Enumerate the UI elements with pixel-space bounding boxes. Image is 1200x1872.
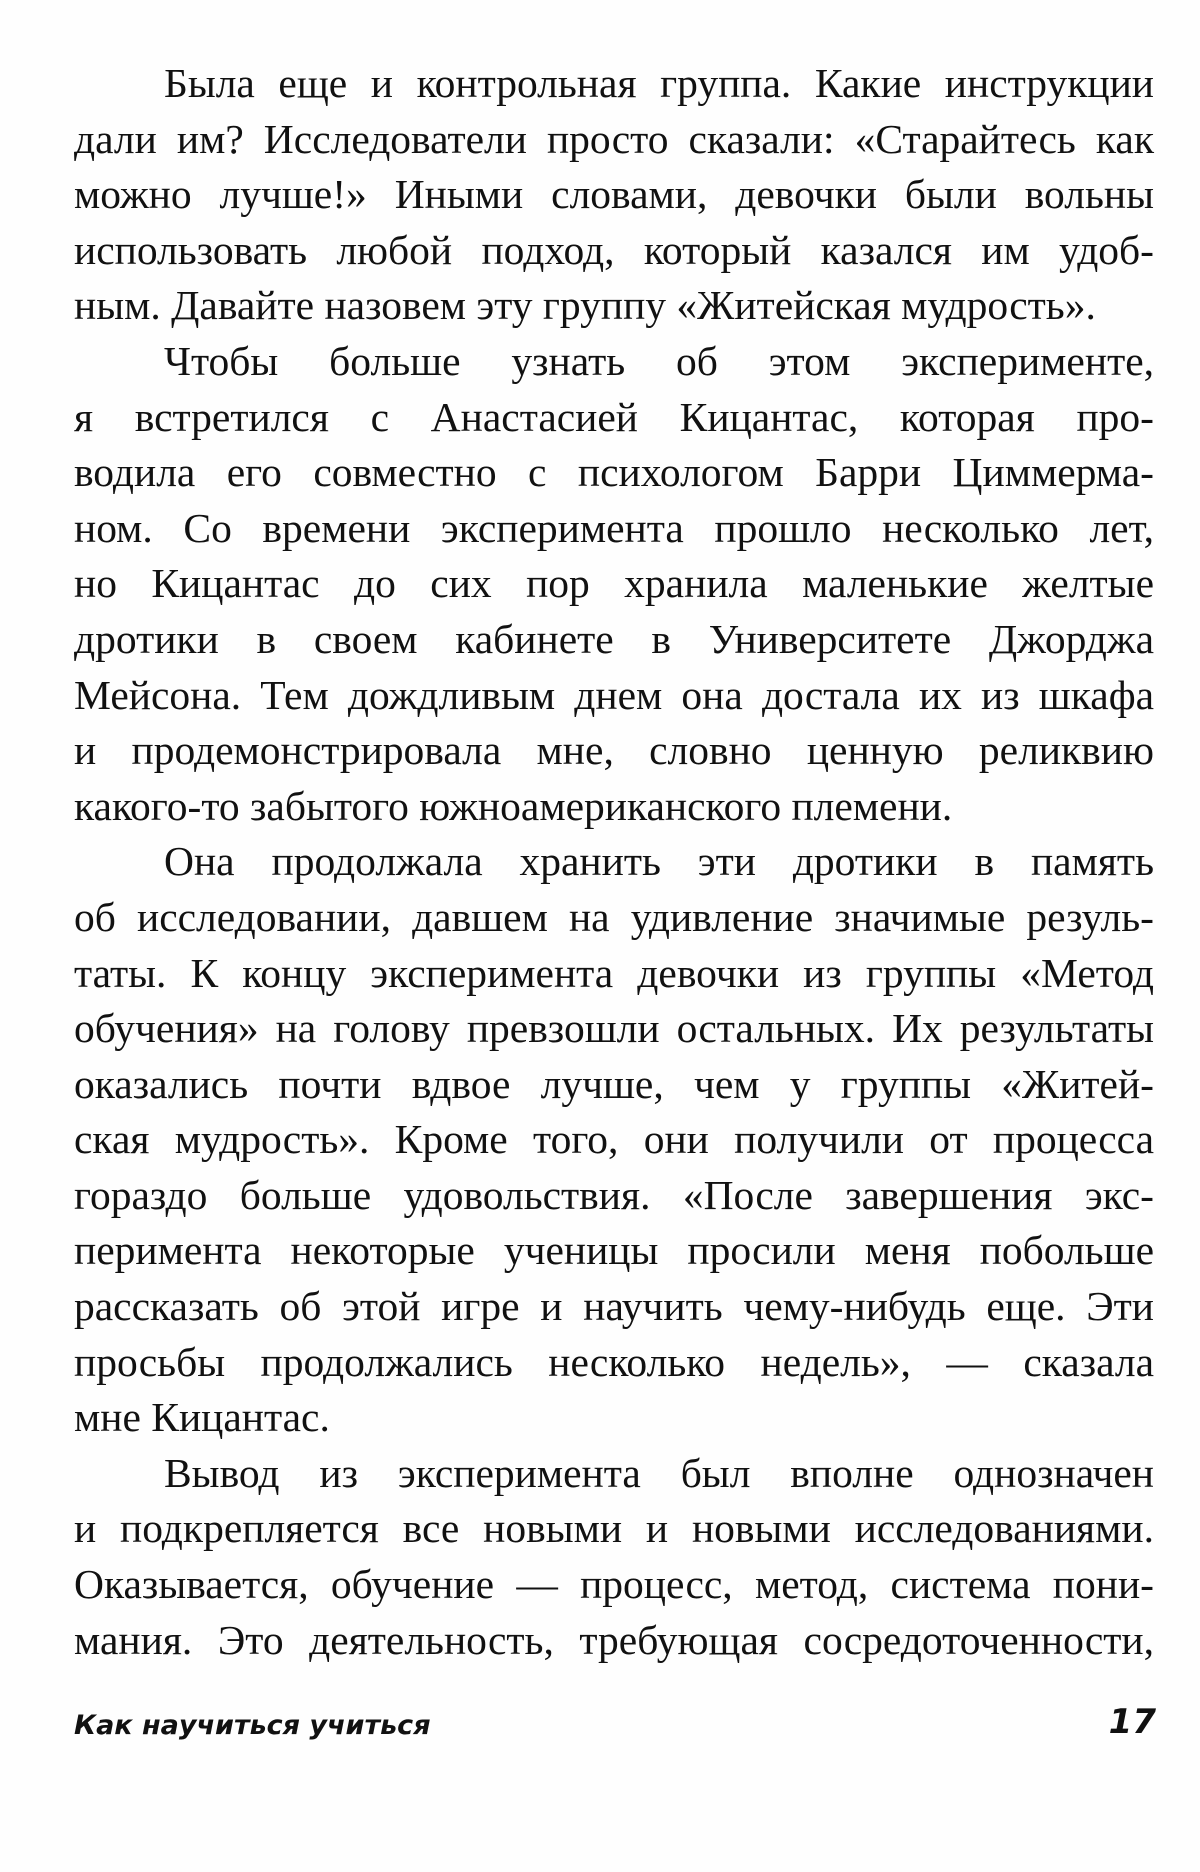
paragraph [74, 334, 1154, 834]
text-line: мне Кицантас. [74, 1394, 330, 1441]
paragraph [74, 56, 1154, 334]
text-line: рассказать об этой игре и научить чему-нибудь еще. Эти [74, 1283, 1154, 1330]
text-line: Вывод из эксперимента был вполне однозначен [164, 1449, 1154, 1496]
text-line: ская мудрость». Кроме того, они получили от процесса [74, 1116, 1154, 1163]
text-line: Была еще и контрольная группа. Какие инструкции [164, 60, 1154, 106]
text-line: дали им? Исследователи просто сказали: «Старайтесь как [74, 115, 1154, 162]
text-line: какого-то забытого южноамериканского племени. [74, 782, 953, 829]
text-line: обучения» на голову превзошли остальных. Их результаты [74, 1005, 1154, 1052]
text-line: и подкрепляется все новыми и новыми исследованиями. [74, 1505, 1154, 1552]
text-line: просьбы продолжались несколько недель», — сказала [74, 1338, 1154, 1385]
text-line: дротики в своем кабинете в Университете Джорджа [74, 615, 1154, 662]
text-line: и продемонстрировала мне, словно ценную реликвию [74, 727, 1154, 774]
text-line: об исследовании, давшем на удивление значимые резуль- [74, 893, 1154, 940]
text-line: ном. Со времени эксперимента прошло несколько лет, [74, 504, 1154, 551]
text-line: Оказывается, обучение — процесс, метод, система пони- [74, 1561, 1154, 1608]
text-line: использовать любой подход, который казался им удоб- [74, 226, 1154, 273]
paragraph [74, 834, 1154, 1446]
text-line: Чтобы больше узнать об этом эксперименте, [164, 337, 1154, 384]
text-line: Мейсона. Тем дождливым днем она достала их из шкафа [74, 671, 1154, 718]
page-body-text [74, 56, 1154, 1668]
page-number: 17 [1108, 1702, 1156, 1742]
text-line: таты. К концу эксперимента девочки из группы «Метод [74, 949, 1154, 996]
text-line: но Кицантас до сих пор хранила маленькие желтые [74, 560, 1154, 607]
text-line: ным. Давайте назовем эту группу «Житейская мудрость». [74, 282, 1096, 329]
text-line: Она продолжала хранить эти дротики в память [164, 838, 1154, 885]
paragraph [74, 1446, 1154, 1668]
text-line: можно лучше!» Иными словами, девочки были вольны [74, 171, 1154, 218]
text-line: перимента некоторые ученицы просили меня побольше [74, 1227, 1154, 1274]
text-line: оказались почти вдвое лучше, чем у группы «Житей- [74, 1060, 1154, 1107]
text-line: мания. Это деятельность, требующая сосредоточенности, [74, 1616, 1154, 1663]
text-line: я встретился с Анастасией Кицантас, которая про- [74, 393, 1154, 440]
text-line: водила его совместно с психологом Барри Циммерма- [74, 449, 1154, 496]
text-line: гораздо больше удовольствия. «После завершения экс- [74, 1171, 1154, 1218]
running-footer-book-title: Как научиться учиться [74, 1710, 431, 1741]
